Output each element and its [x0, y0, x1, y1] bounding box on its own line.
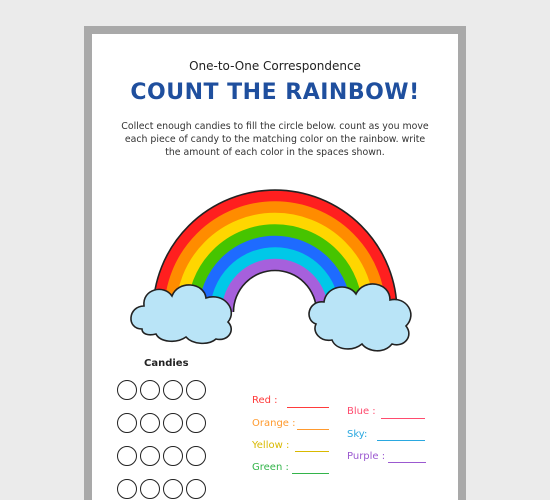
blue-answer-line[interactable] — [381, 418, 425, 419]
candy-circle — [117, 446, 137, 466]
purple-answer-line[interactable] — [388, 462, 426, 463]
candy-circle — [140, 446, 160, 466]
worksheet-title: COUNT THE RAINBOW! — [130, 80, 420, 105]
candy-circle — [186, 380, 206, 400]
candy-circle — [163, 446, 183, 466]
worksheet-page — [92, 34, 458, 500]
yellow-answer-line[interactable] — [295, 451, 329, 452]
yellow-field-label: Yellow : — [252, 440, 290, 451]
rainbow-band-7 — [228, 265, 323, 312]
sky-answer-line[interactable] — [377, 440, 425, 441]
blue-field-label: Blue : — [347, 406, 376, 417]
green-field-label: Green : — [252, 462, 289, 473]
candy-circle — [117, 413, 137, 433]
candy-circle — [163, 479, 183, 499]
candy-circle — [140, 479, 160, 499]
candy-circle — [140, 413, 160, 433]
candy-circle — [186, 413, 206, 433]
purple-field-label: Purple : — [347, 451, 386, 462]
candy-circle — [117, 380, 137, 400]
candy-circle — [186, 479, 206, 499]
candies-label: Candies — [144, 358, 189, 369]
candy-circle — [163, 413, 183, 433]
worksheet-subtitle: One-to-One Correspondence — [189, 59, 361, 73]
candy-circle — [140, 380, 160, 400]
orange-field-label: Orange : — [252, 418, 296, 429]
red-field-label: Red : — [252, 395, 278, 406]
sky-field-label: Sky: — [347, 429, 368, 440]
green-answer-line[interactable] — [292, 473, 329, 474]
orange-answer-line[interactable] — [297, 429, 329, 430]
worksheet-instructions: Collect enough candies to fill the circle below. count as you move each piece of candy to the matching color on the rainbow. write the amount of each color in the spaces shown. — [121, 121, 429, 158]
candy-circle — [186, 446, 206, 466]
candy-circle — [163, 380, 183, 400]
candy-circle — [117, 479, 137, 499]
red-answer-line[interactable] — [287, 407, 329, 408]
